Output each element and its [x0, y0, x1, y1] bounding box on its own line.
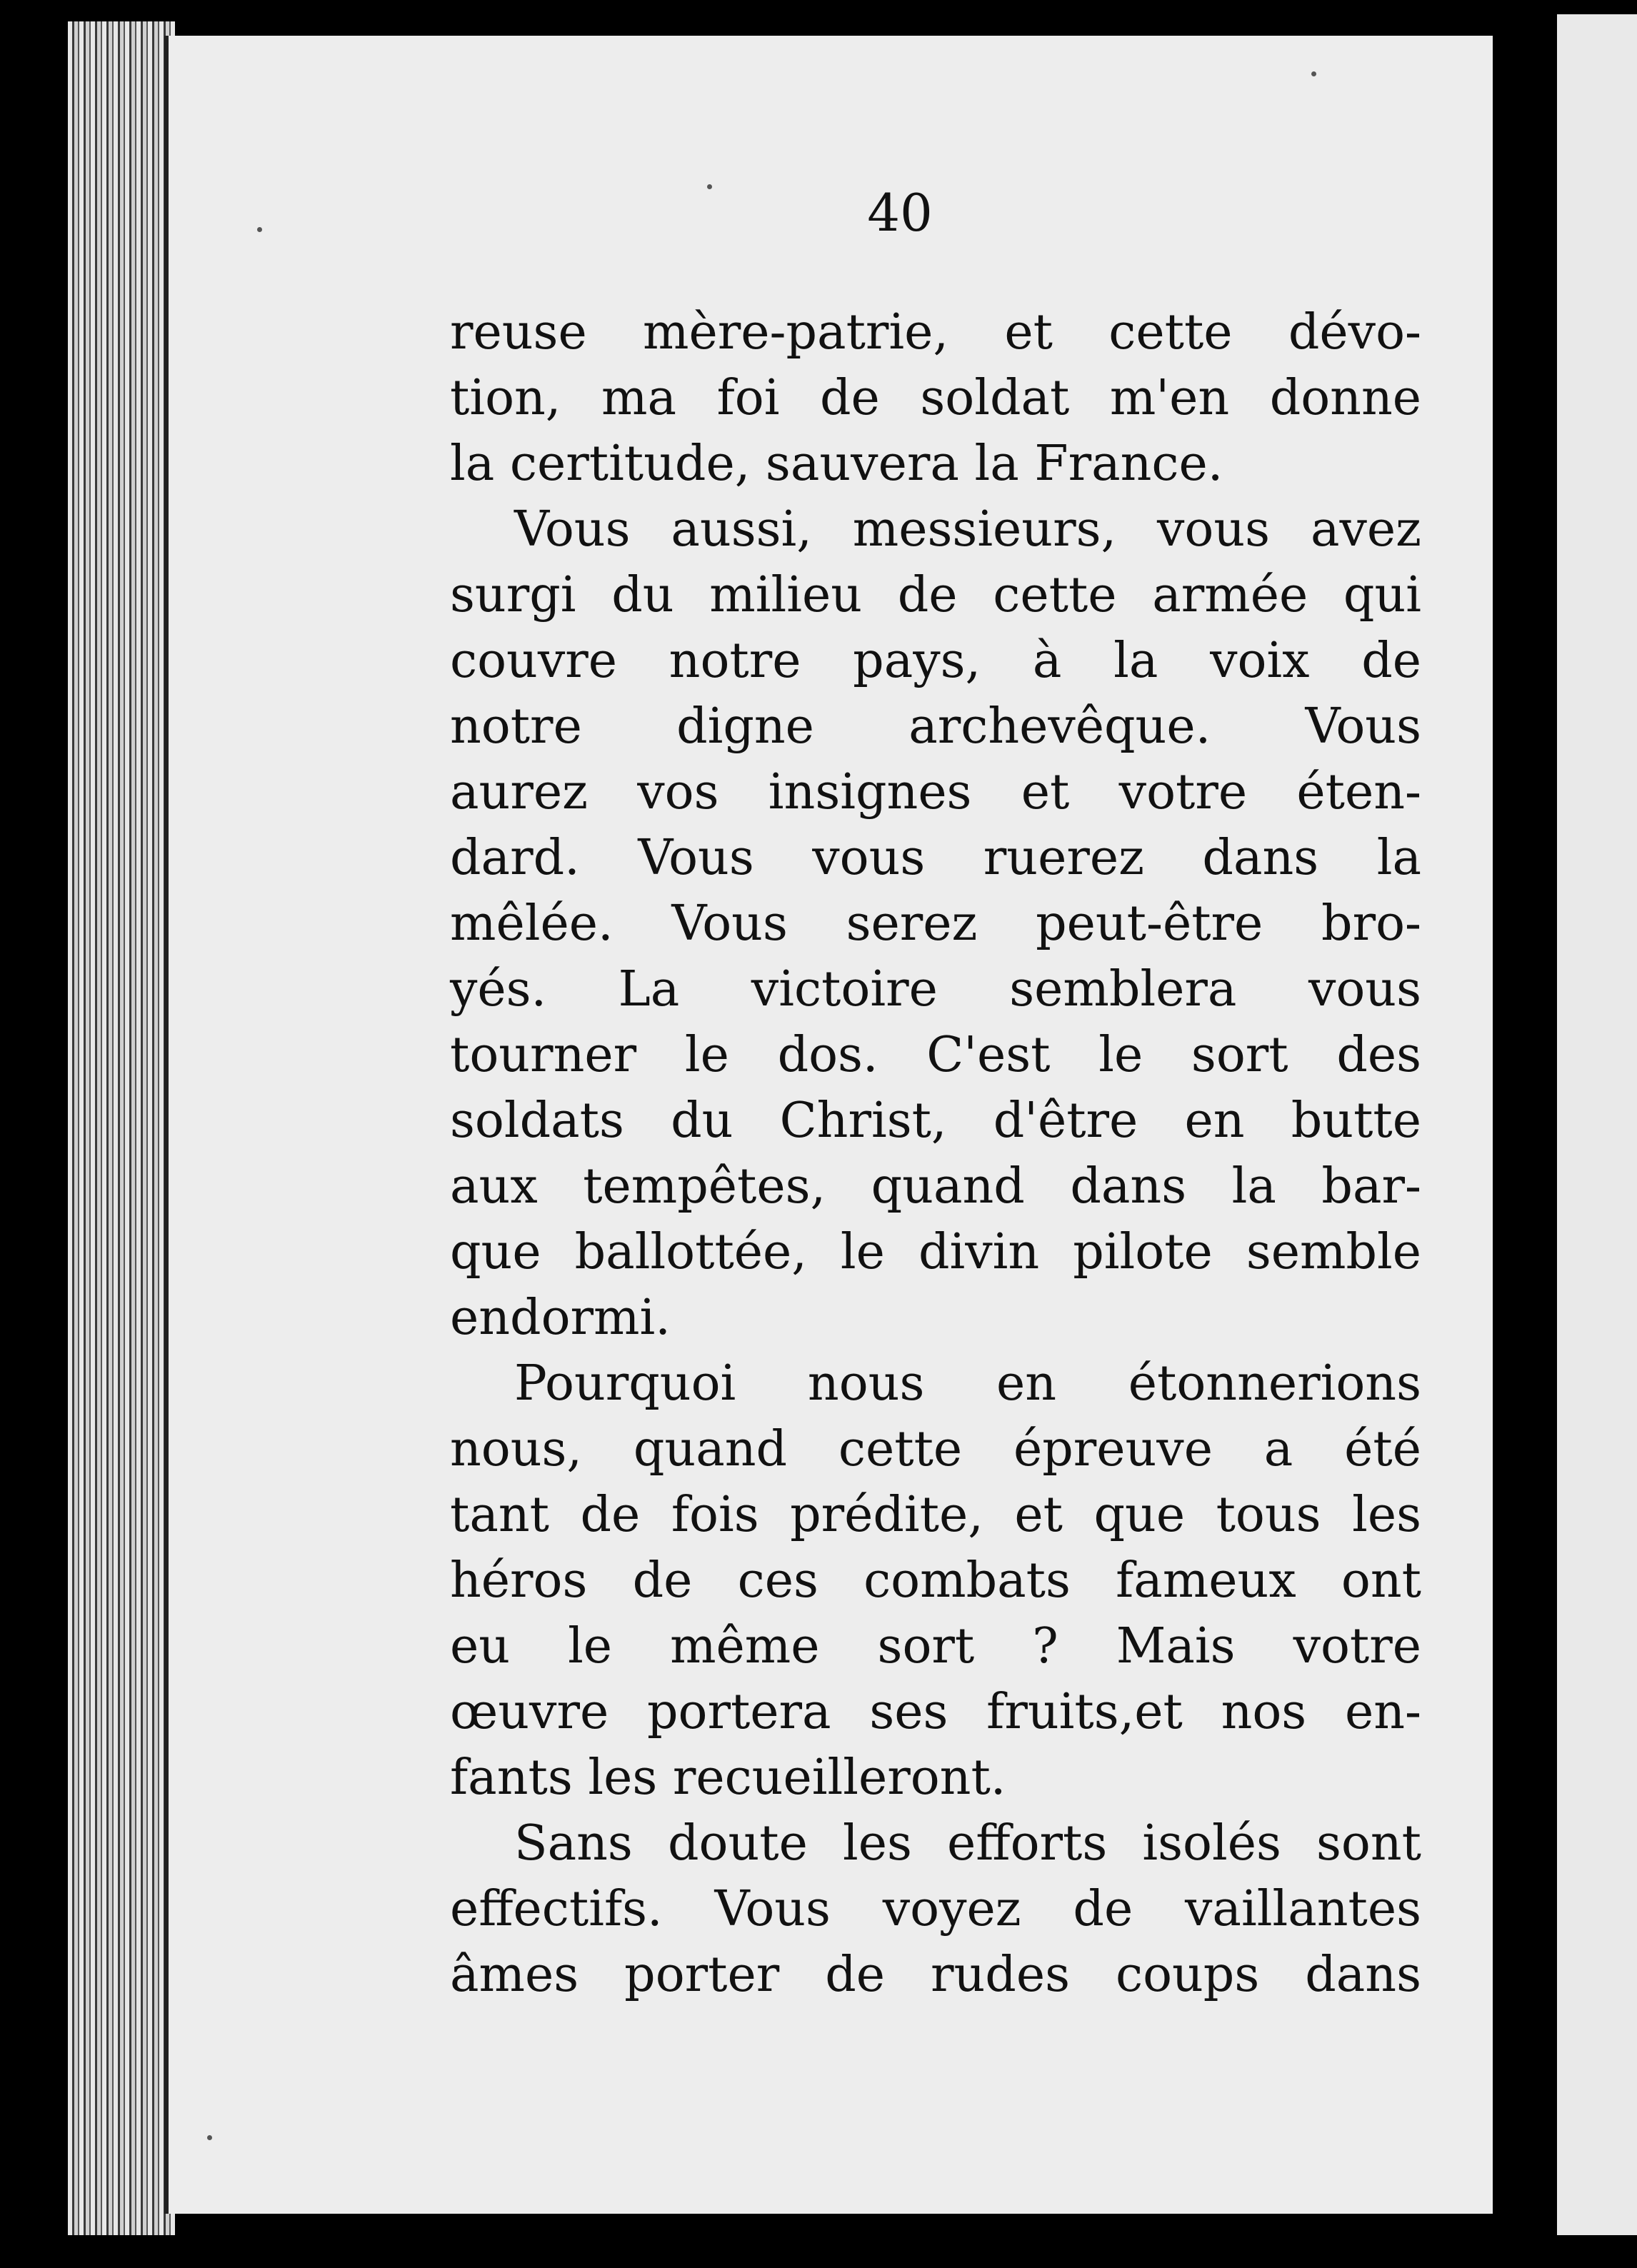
text-line: aux tempêtes, quand dans la bar- [450, 1158, 1421, 1215]
text-line: notre digne archevêque. Vous [450, 698, 1421, 755]
text-line: nous, quand cette épreuve a été [450, 1421, 1421, 1477]
text-line: surgi du milieu de cette armée qui [450, 567, 1421, 623]
text-line: héros de ces combats fameux ont [450, 1552, 1421, 1609]
page-gutter-line [164, 36, 169, 2214]
text-line: Sans doute les efforts isolés sont [514, 1815, 1421, 1872]
page-stack-edge [68, 21, 175, 2235]
text-line: endormi. [450, 1290, 671, 1346]
text-line: âmes porter de rudes coups dans [450, 1947, 1421, 2003]
text-line: que ballottée, le divin pilote semble [450, 1224, 1421, 1280]
text-line: Vous aussi, messieurs, vous avez [514, 501, 1421, 558]
text-line: tion, ma foi de soldat m'en donne [450, 370, 1421, 426]
text-line: reuse mère-patrie, et cette dévo- [450, 304, 1421, 361]
text-line: tant de fois prédite, et que tous les [450, 1487, 1421, 1543]
text-line: œuvre portera ses fruits,et nos en- [450, 1684, 1421, 1740]
speck [257, 227, 262, 232]
text-line: fants les recueilleront. [450, 1750, 1006, 1806]
text-line: dard. Vous vous ruerez dans la [450, 830, 1421, 886]
page-number: 40 [867, 183, 933, 243]
text-line: mêlée. Vous serez peut-être bro- [450, 895, 1421, 952]
text-line: yés. La victoire semblera vous [450, 961, 1421, 1018]
page-body-text [450, 300, 1421, 2008]
text-line: tourner le dos. C'est le sort des [450, 1027, 1421, 1083]
text-line: couvre notre pays, à la voix de [450, 633, 1421, 689]
speck [1311, 71, 1316, 76]
text-line: eu le même sort ? Mais votre [450, 1618, 1421, 1675]
text-line: Pourquoi nous en étonnerions [514, 1355, 1421, 1412]
facing-page [1557, 14, 1637, 2235]
speck [707, 184, 712, 189]
text-line: effectifs. Vous voyez de vaillantes [450, 1881, 1421, 1937]
speck [207, 2135, 212, 2140]
text-line: aurez vos insignes et votre éten- [450, 764, 1421, 821]
text-line: soldats du Christ, d'être en butte [450, 1093, 1421, 1149]
text-line: la certitude, sauvera la France. [450, 436, 1223, 492]
